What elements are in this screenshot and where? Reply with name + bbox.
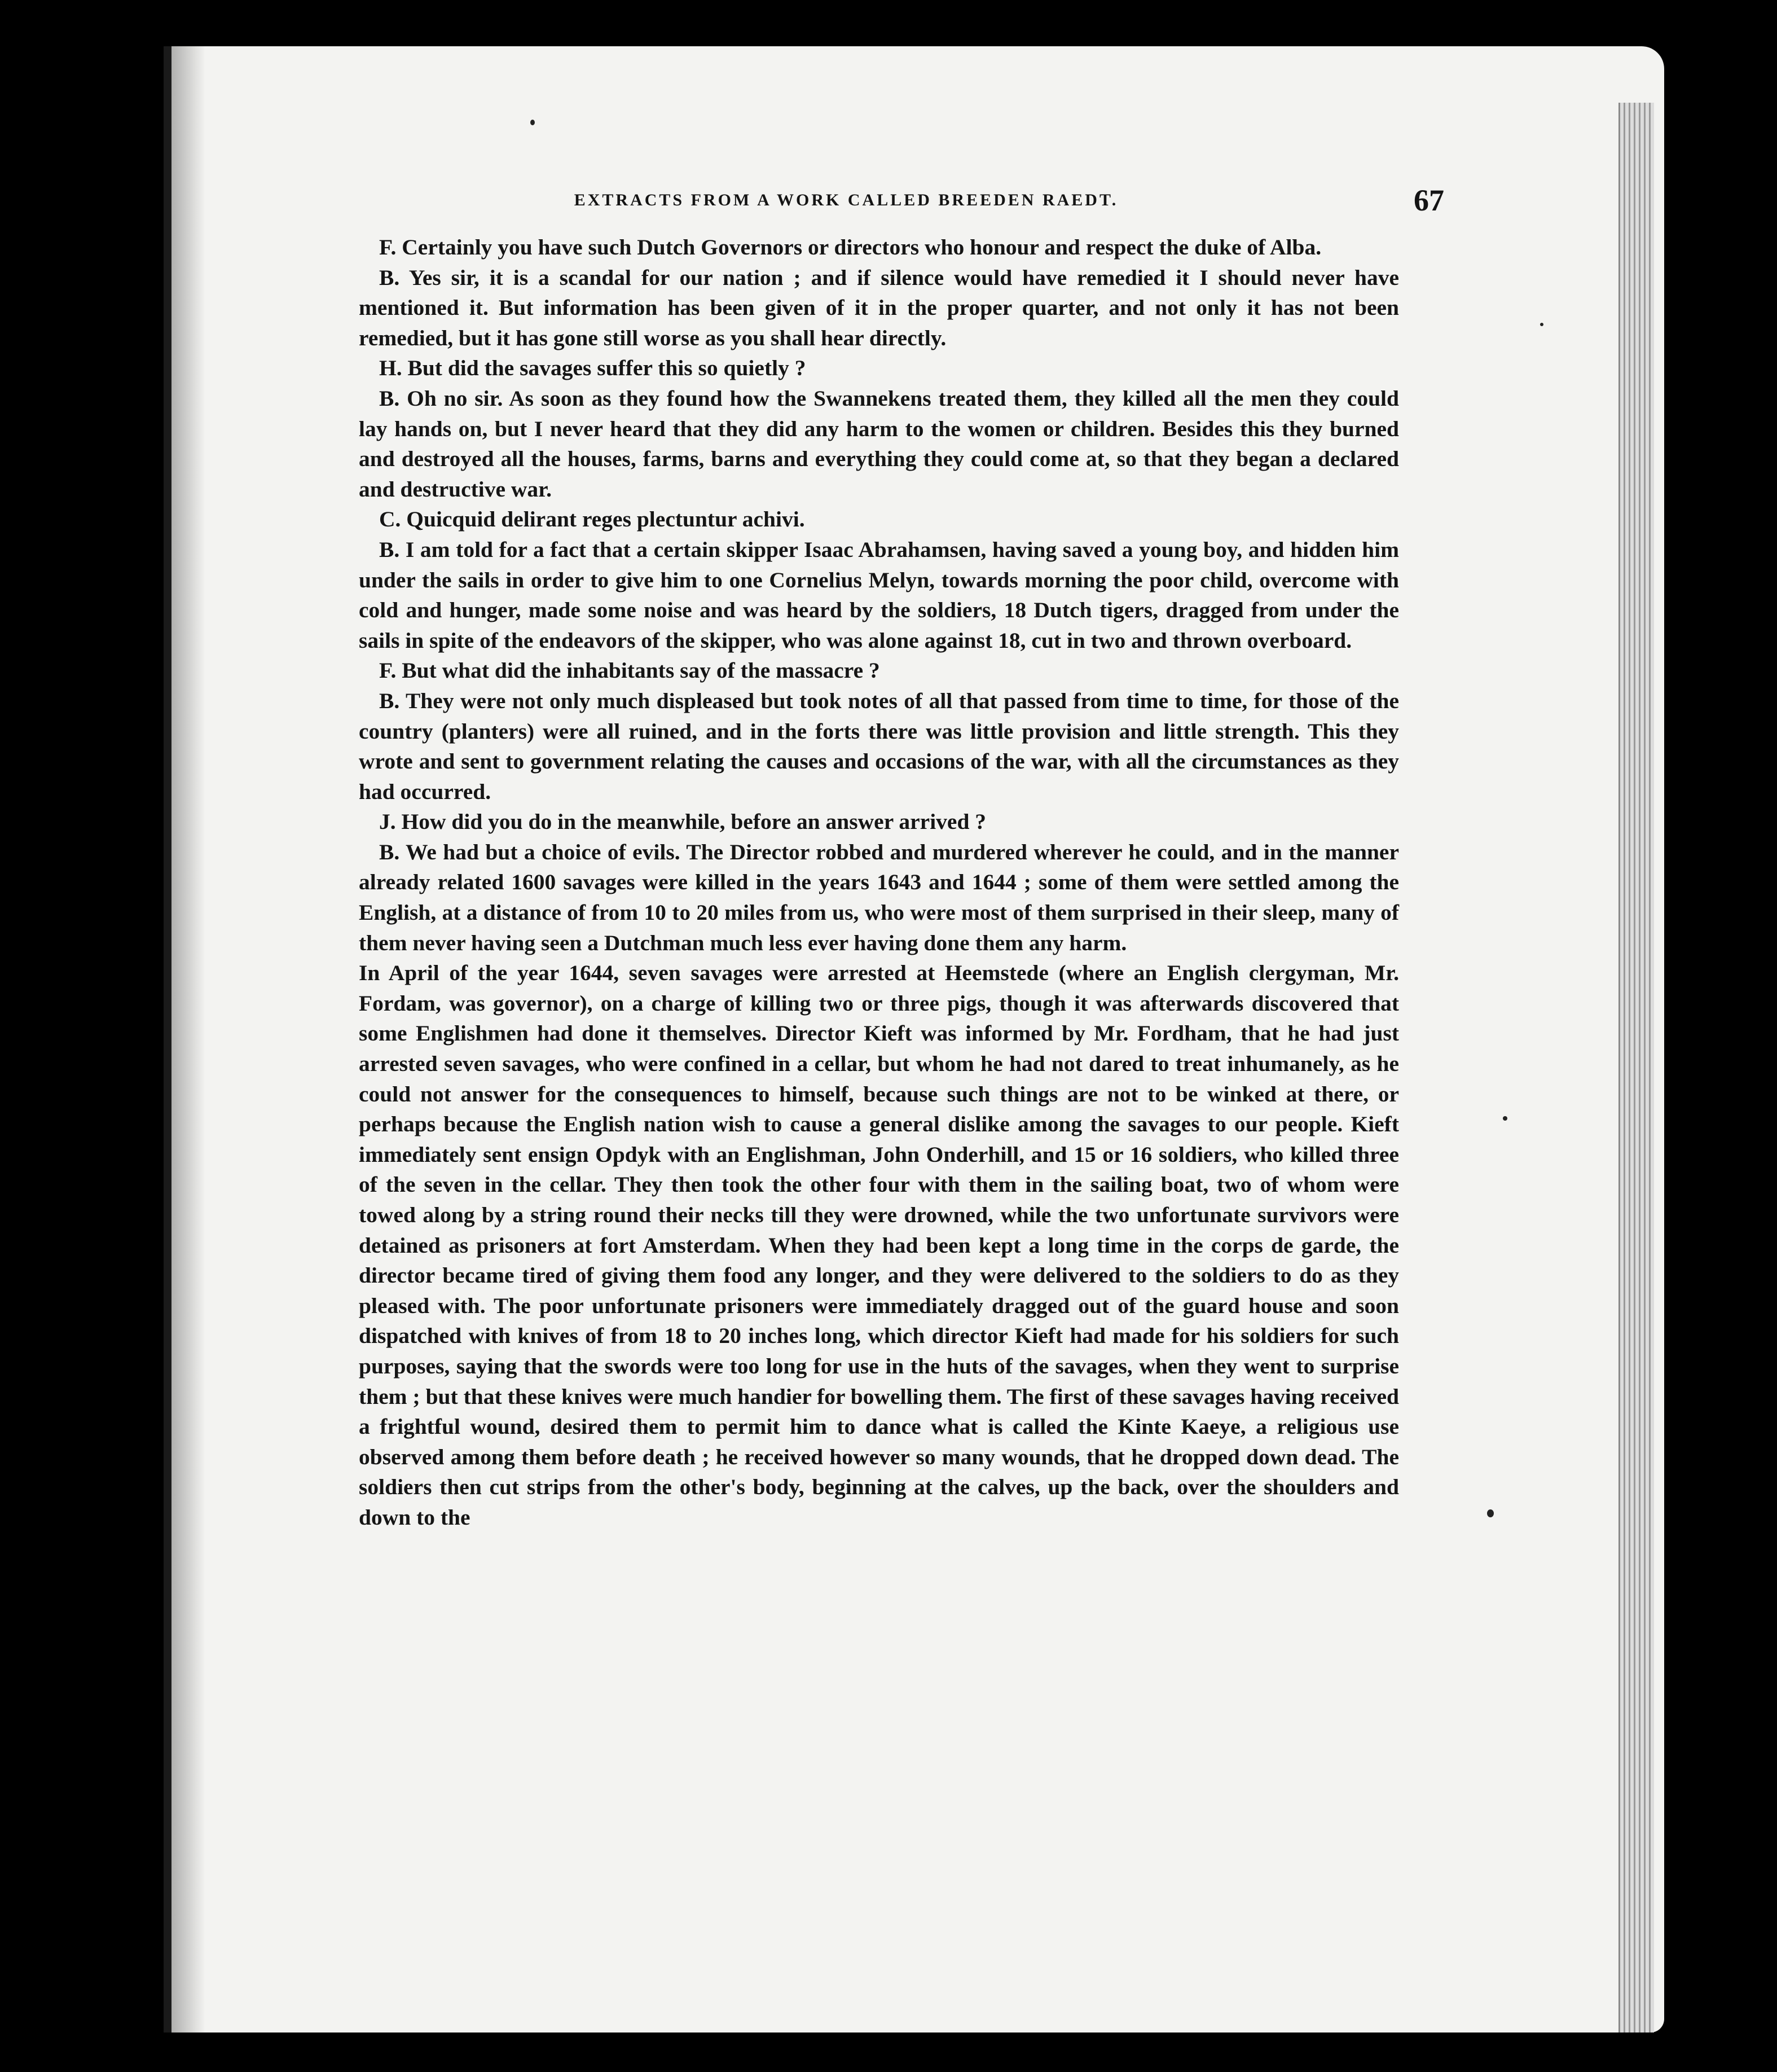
paragraph-text: How did you do in the meanwhile, before an answer arrived ? [401, 809, 987, 835]
paragraph [359, 232, 1399, 263]
paragraph [359, 807, 1399, 837]
paragraph-text: Quicquid delirant reges plectuntur achivi. [406, 507, 805, 532]
speaker-label: C. [379, 507, 401, 532]
speaker-label: B. [379, 537, 400, 562]
paragraph [359, 837, 1399, 958]
paragraph [359, 958, 1399, 1533]
page-number: 67 [1414, 183, 1444, 217]
paragraph-text: But what did the inhabitants say of the massacre ? [402, 658, 880, 683]
page-header [338, 179, 1444, 230]
speaker-label: B. [379, 839, 400, 864]
paragraph [359, 504, 1399, 535]
speck [1503, 1116, 1507, 1121]
paragraph [359, 384, 1399, 504]
paragraph [359, 656, 1399, 686]
gutter-shadow [171, 46, 205, 2033]
body-text [359, 232, 1399, 1711]
paragraph-text: Oh no sir. As soon as they found how the Swannekens treated them, they killed all the men they could lay hands on, but I never heard that they did any harm to the women or children. Besides this they burned and destroyed all the houses, farms, barns and everything they could come at, so that they began a declared and destructive war. [359, 385, 1399, 502]
speaker-label: J. [379, 809, 396, 835]
speaker-label: B. [379, 385, 400, 411]
paragraph-text: We had but a choice of evils. The Director robbed and murdered wherever he could, and in the manner already related 1600 savages were killed in the years 1643 and 1644 ; some of them were settled among the English, at a distance of from 10 to 20 miles from us, who were most of them surprised in their sleep, many of them never having seen a Dutchman much less ever having done them any harm. [359, 839, 1399, 955]
paragraph-text: They were not only much displeased but took notes of all that passed from time to time, for those of the country (planters) were all ruined, and in the forts there was little provision and little strength. This they wrote and sent to government relating the causes and occasions of the war, with all the circumstances as they had occurred. [359, 688, 1399, 804]
speck [1487, 1509, 1494, 1517]
paragraph-text: But did the savages suffer this so quietly ? [407, 355, 806, 381]
paragraph-text: I am told for a fact that a certain skipper Isaac Abrahamsen, having saved a young boy, and hidden him under the sails in order to give him to one Cornelius Melyn, towards morning the poor child, overcome with cold and hunger, made some noise and was heard by the soldiers, 18 Dutch tigers, dragged from under the sails in spite of the endeavors of the skipper, who was alone against 18, cut in two and thrown overboard. [359, 537, 1399, 653]
paragraph-text: Certainly you have such Dutch Governors or directors who honour and respect the duke of Alba. [402, 235, 1322, 260]
speaker-label: F. [379, 658, 397, 683]
speaker-label: B. [379, 265, 400, 290]
running-head: EXTRACTS FROM A WORK CALLED BREEDEN RAEDT. [574, 191, 1119, 209]
speaker-label: B. [379, 688, 400, 713]
speck [530, 120, 535, 125]
paragraph [359, 263, 1399, 354]
paragraph [359, 353, 1399, 384]
paragraph [359, 686, 1399, 807]
speaker-label: H. [379, 355, 402, 381]
paragraph-text: In April of the year 1644, seven savages were arrested at Heemstede (where an English clergyman, Mr. Fordam, was governor), on a charge of killing two or three pigs, though it was afterwards discovered that some Englishmen had done it themselves. Director Kieft was informed by Mr. Fordham, that he had just arrested seven savages, who were confined in a cellar, but whom he had not dared to treat inhumanely, as he could not answer for the consequences to himself, because such things are not to be winked at there, or perhaps because the English nation wish to cause a general dislike among the savages to our people. Kieft immediately sent ensign Opdyk with an Englishman, John Onderhill, and 15 or 16 soldiers, who killed three of the seven in the cellar. They then took the other four with them in the sailing boat, two of whom were towed along by a string round their necks till they were drowned, while the two unfortunate survivors were detained as prisoners at fort Amsterdam. When they had been kept a long time in the corps de garde, the director became tired of giving them food any longer, and they were delivered to the soldiers to do as they pleased with. The poor unfortunate prisoners were immediately dragged out of the guard house and soon dispatched with knives of from 18 to 20 inches long, which director Kieft had made for his soldiers for such purposes, saying that the swords were too long for use in the huts of the savages, when they went to surprise them ; but that these knives were much handier for bowelling them. The first of these savages having received a frightful wound, desired them to permit him to dance what is called the Kinte Kaeye, a religious use observed among them before death ; he received however so many wounds, that he dropped down dead. The soldiers then cut strips from the other's body, beginning at the calves, up the back, over the shoulders and down to the [359, 960, 1399, 1530]
paragraph-text: Yes sir, it is a scandal for our nation ; and if silence would have remedied it I should never have mentioned it. But information has been given of it in the proper quarter, and not only it has not been remedied, but it has gone still worse as you shall hear directly. [359, 265, 1399, 350]
paragraph [359, 535, 1399, 656]
speck [1540, 323, 1543, 326]
page-edges [1618, 103, 1654, 2033]
speaker-label: F. [379, 235, 397, 260]
